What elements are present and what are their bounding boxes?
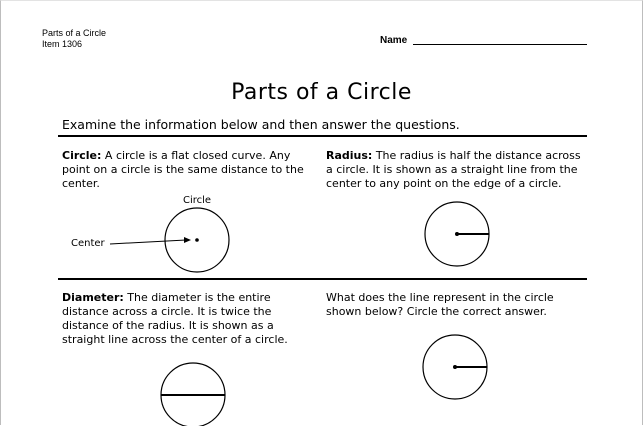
radius-definition-text: The radius is half the distance across a circle. It is shown as a straight line from the center to any point on the edge of a circle. [326,149,581,190]
circle-label: Circle [183,195,212,206]
question-prompt: What does the line represent in the circle shown below? Circle the correct answer. [326,291,554,318]
center-arrow-head [184,237,191,243]
page-title: Parts of a Circle [231,80,412,105]
question-center-point [453,365,457,369]
diameter-term: Diameter: [62,291,124,304]
circle-term: Circle: [62,149,102,162]
instructions: Examine the information below and then answer the questions. [62,117,460,132]
worksheet-item-number: Item 1306 [42,39,83,49]
center-label: Center [71,238,105,249]
radius-term: Radius: [326,149,373,162]
circle-definition-text: A circle is a flat closed curve. Any point on a circle is the same distance to the center. [62,149,304,190]
worksheet-subject: Parts of a Circle [42,28,107,38]
center-arrow-line [110,240,186,244]
radius-center-point [455,232,459,236]
diameter-definition-text: The diameter is the entire distance across a circle. It is twice the distance of the radius. It is shown as a straight line across the center of a circle. [62,291,288,346]
center-point [195,238,199,242]
name-label: Name [380,35,408,46]
